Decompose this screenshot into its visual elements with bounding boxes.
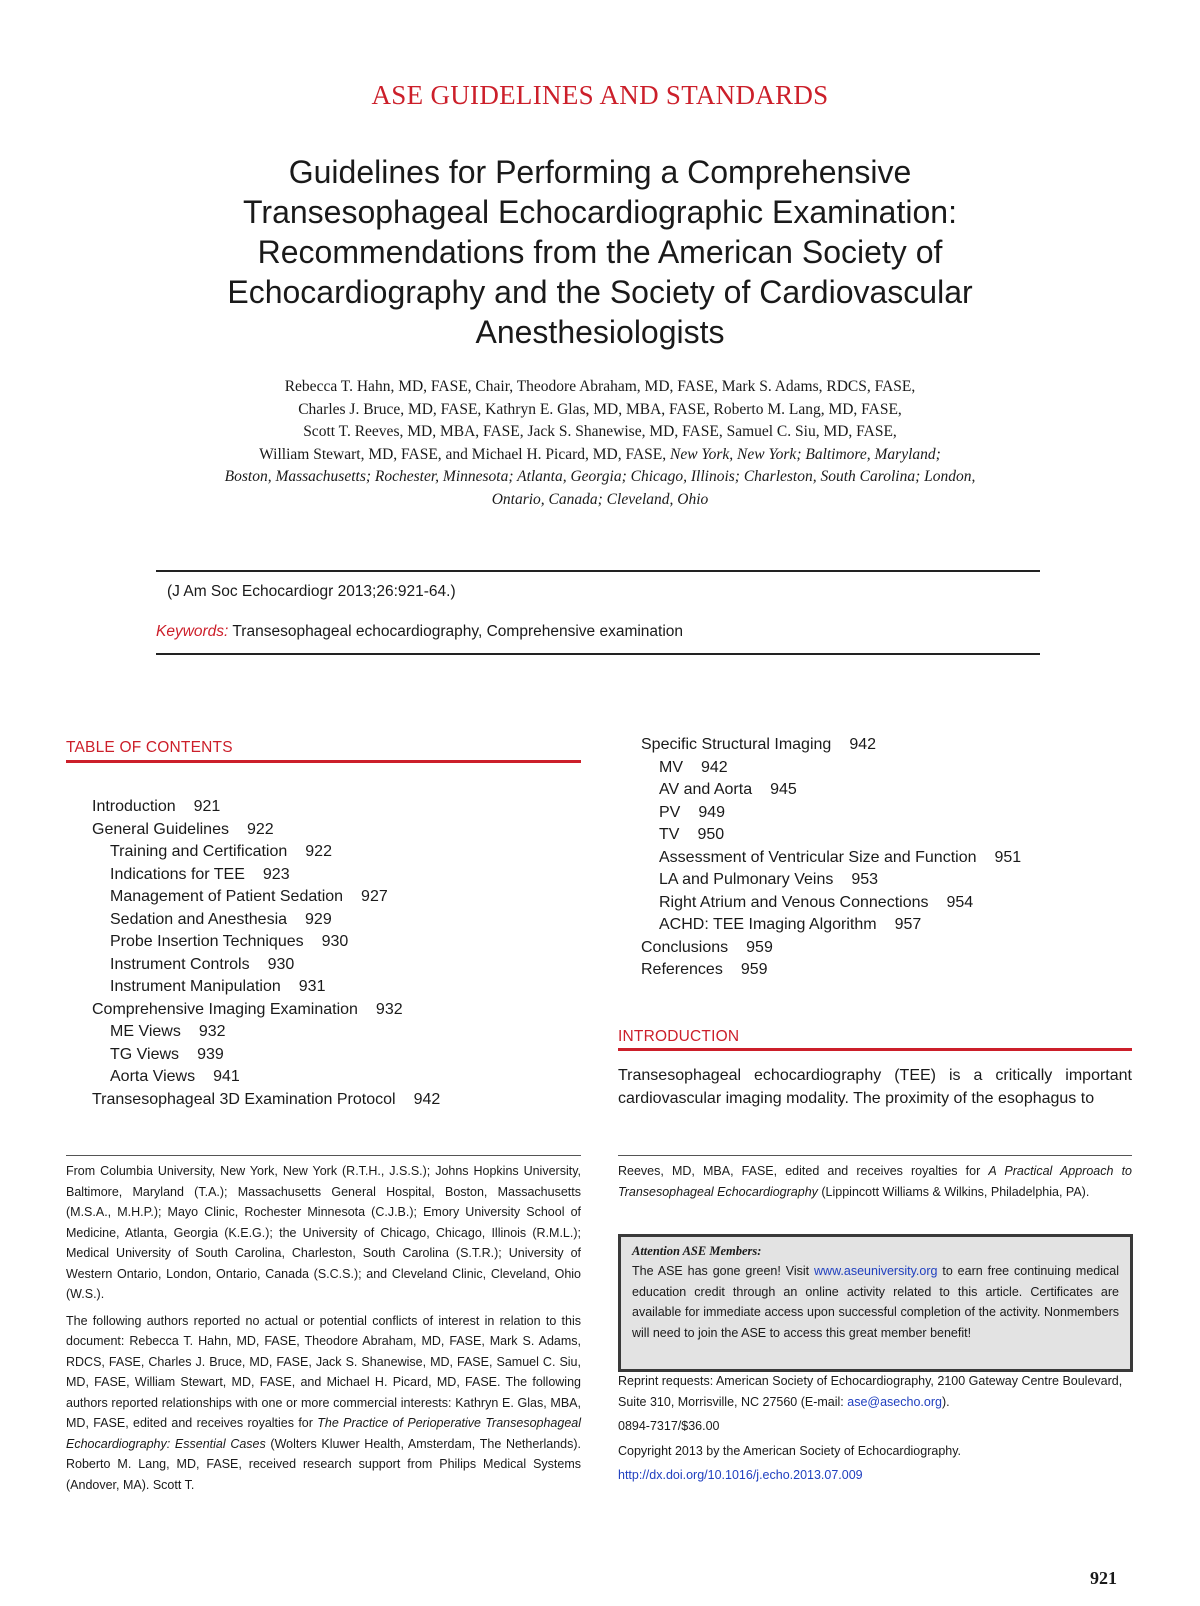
toc-entry[interactable] — [641, 937, 1021, 960]
aseuniversity-link[interactable]: www.aseuniversity.org — [814, 1264, 938, 1278]
toc-entry[interactable] — [641, 734, 1021, 757]
reprint-text: ). — [941, 1394, 950, 1409]
keywords-text: Transesophageal echocardiography, Comprehensive examination — [232, 623, 684, 640]
author-line: Rebecca T. Hahn, MD, FASE, Chair, Theodore Abraham, MD, FASE, Mark S. Adams, RDCS, FASE, — [284, 378, 916, 395]
footnotes-left — [66, 1161, 581, 1501]
toc-entry[interactable] — [641, 892, 1021, 915]
toc-entry-title: LA and Pulmonary Veins — [659, 871, 834, 888]
toc-entry[interactable] — [92, 886, 440, 909]
toc-entry[interactable] — [92, 841, 440, 864]
toc-entry[interactable] — [92, 1021, 440, 1044]
disclosure-text: The following authors reported no actual or potential conflicts of interest in relation to this document: Rebecca T. Hahn, MD, FASE, Theodore Abraham, MD, FASE, Mark S. Adams, RDCS, FASE, Charles J. Bruce, MD, FASE, Jack S. Shanewise, MD, FASE, Samuel C. Siu, MD, FASE, William Stewart, MD, FASE, and Michael H. Picard, MD, FASE. The following authors reported relationships with one or more commercial interests: Kathryn E. Glas, MBA, MD, FASE, edited and receives royalties for — [66, 1313, 581, 1430]
toc-entry-page: 927 — [361, 888, 388, 905]
toc-entry[interactable] — [641, 914, 1021, 937]
toc-entry-page: 922 — [305, 843, 332, 860]
toc-entry[interactable] — [641, 779, 1021, 802]
toc-entry-page: 957 — [894, 916, 922, 933]
toc-entry-title: AV and Aorta — [659, 781, 753, 798]
toc-entry-title: Sedation and Anesthesia — [110, 910, 288, 928]
toc-entry[interactable] — [92, 796, 440, 819]
toc-entry[interactable] — [92, 1044, 440, 1067]
article-title — [120, 152, 1080, 352]
toc-entry-title: Management of Patient Sedation — [110, 888, 344, 905]
toc-entry-title: Transesophageal 3D Examination Protocol — [92, 1090, 396, 1108]
toc-entry-page: 930 — [321, 933, 349, 950]
section-tag: ASE GUIDELINES AND STANDARDS — [371, 80, 829, 110]
toc-entry-title: Right Atrium and Venous Connections — [659, 893, 929, 911]
toc-heading: TABLE OF CONTENTS — [66, 739, 233, 756]
toc-entry-page: 950 — [697, 826, 725, 843]
toc-entry-page: 949 — [698, 803, 726, 821]
author-locations-line: Ontario, Canada; Cleveland, Ohio — [491, 490, 709, 508]
toc-entry-title: Specific Structural Imaging — [641, 736, 832, 753]
toc-entry-title: Instrument Controls — [110, 955, 250, 973]
ase-members-box — [618, 1234, 1133, 1372]
affiliations-footnote: From Columbia University, New York, New York (R.T.H., J.S.S.); Johns Hopkins University, Baltimore, Maryland (T.A.); Massachusetts General Hospital, Boston, Massachusetts (M.S.A., M.H.P.); Mayo Clinic, Rochester Minnesota (C.J.B.); Emory University School of Medicine, Atlanta, Georgia (K.E.G.); the University of Chicago, Chicago, Illinois (R.M.L.); Medical University of South Carolina, Charleston, South Carolina (S.T.R.); University of Western Ontario, London, Ontario, Canada (S.C.S.); and Cleveland Clinic, Cleveland, Ohio (W.S.). — [66, 1164, 581, 1301]
reprint-text: Reprint requests: American Society of Echocardiography, 2100 Gateway Centre Boulevard, Suite 310, Morrisville, NC 27560 (E-mail: — [618, 1374, 1123, 1409]
toc-entry-title: Conclusions — [641, 938, 729, 956]
toc-entry-title: Training and Certification — [110, 843, 288, 860]
author-line — [130, 444, 1070, 467]
toc-entry-page: 954 — [946, 893, 974, 911]
toc-entry[interactable] — [641, 802, 1021, 825]
header-rule-top — [156, 570, 1040, 572]
toc-entry-page: 942 — [701, 758, 728, 776]
doi-link[interactable]: http://dx.doi.org/10.1016/j.echo.2013.07.009 — [618, 1468, 863, 1482]
toc-entry[interactable] — [92, 976, 440, 999]
toc-entry-page: 931 — [298, 978, 326, 995]
disclosure-footnote — [66, 1311, 581, 1496]
toc-heading-rule — [66, 760, 581, 763]
toc-entry-title: Indications for TEE — [110, 865, 245, 883]
toc-entry-title: TV — [659, 826, 680, 843]
author-list — [130, 376, 1070, 511]
toc-entry-title: References — [641, 961, 723, 978]
author-line: Scott T. Reeves, MD, MBA, FASE, Jack S. Shanewise, MD, FASE, Samuel C. Siu, MD, FASE, — [303, 423, 897, 440]
toc-entry[interactable] — [641, 959, 1021, 982]
title-line: Guidelines for Performing a Comprehensive — [288, 154, 912, 190]
toc-entry-title: Aorta Views — [110, 1068, 196, 1085]
keywords-label: Keywords: — [156, 623, 229, 640]
toc-entry-page: 932 — [375, 1000, 403, 1018]
toc-entry[interactable] — [92, 931, 440, 954]
issn: 0894-7317/$36.00 — [618, 1419, 720, 1433]
toc-entry[interactable] — [92, 819, 440, 842]
reprint-info — [618, 1371, 1132, 1490]
toc-entry[interactable] — [92, 909, 440, 932]
book-title: The Practice of Perioperative Transesophageal Echocardiography: Essential Cases — [66, 1416, 582, 1451]
toc-entry[interactable] — [641, 824, 1021, 847]
toc-entry-page: 942 — [413, 1090, 441, 1108]
author-places: New York, New York; Baltimore, Maryland; — [669, 445, 941, 463]
toc-entry-page: 951 — [994, 848, 1022, 866]
author-names-tail: William Stewart, MD, FASE, and Michael H. Picard, MD, FASE, — [259, 445, 667, 463]
toc-entry-title: Assessment of Ventricular Size and Function — [659, 848, 977, 866]
ase-box-body — [632, 1261, 1119, 1343]
toc-entry-page: 932 — [198, 1023, 226, 1040]
toc-entry-title: MV — [659, 758, 683, 776]
disclosure-text: (Lippincott Williams & Wilkins, Philadelphia, PA). — [817, 1184, 1090, 1199]
keywords — [156, 623, 683, 641]
toc-entry[interactable] — [641, 869, 1021, 892]
toc-entry-page: 942 — [849, 736, 877, 753]
toc-left-column — [92, 796, 440, 1111]
toc-entry-page: 923 — [262, 865, 290, 883]
author-line: Charles J. Bruce, MD, FASE, Kathryn E. Glas, MD, MBA, FASE, Roberto M. Lang, MD, FASE, — [298, 400, 902, 418]
toc-entry-page: 930 — [267, 955, 295, 973]
toc-entry-title: Instrument Manipulation — [110, 978, 281, 995]
toc-entry-page: 921 — [193, 798, 221, 815]
toc-right-column — [641, 734, 1021, 982]
author-locations-line: Boston, Massachusetts; Rochester, Minnesota; Atlanta, Georgia; Chicago, Illinois; Charleston, South Carolina; London, — [224, 468, 976, 485]
toc-entry-title: PV — [659, 803, 681, 821]
footnote-rule-left — [66, 1155, 581, 1156]
toc-entry-title: ME Views — [110, 1023, 181, 1040]
disclosure-continued — [618, 1161, 1132, 1202]
toc-entry-page: 929 — [305, 910, 332, 928]
toc-entry-page: 959 — [740, 961, 768, 978]
toc-entry[interactable] — [92, 864, 440, 887]
toc-entry-title: TG Views — [110, 1045, 180, 1063]
book-title: A Practical Approach to Transesophageal Echocardiography — [618, 1164, 1132, 1199]
ase-box-heading: Attention ASE Members: — [632, 1244, 762, 1258]
page-number: 921 — [1090, 1568, 1117, 1588]
footnote-rule-right — [618, 1155, 1132, 1156]
toc-entry[interactable] — [641, 847, 1021, 870]
toc-entry-page: 959 — [746, 938, 773, 956]
toc-entry-title: General Guidelines — [92, 820, 229, 838]
title-line: Anesthesiologists — [475, 314, 725, 350]
toc-entry-page: 953 — [851, 871, 879, 888]
reprint-requests — [618, 1371, 1132, 1412]
journal-citation: (J Am Soc Echocardiogr 2013;26:921-64.) — [167, 583, 456, 600]
disclosure-text: (Wolters Kluwer Health, Amsterdam, The Netherlands). Roberto M. Lang, MD, FASE, received research support from Philips Medical Systems (Andover, MA). Scott T. — [66, 1436, 581, 1492]
toc-entry[interactable] — [92, 999, 440, 1022]
toc-entry-page: 945 — [770, 781, 797, 798]
disclosure-text: Reeves, MD, MBA, FASE, edited and receives royalties for — [618, 1164, 989, 1178]
toc-entry[interactable] — [92, 1089, 440, 1112]
toc-entry[interactable] — [92, 954, 440, 977]
footnotes-right — [618, 1161, 1132, 1208]
toc-entry-page: 922 — [246, 820, 274, 838]
introduction-heading: INTRODUCTION — [618, 1028, 740, 1045]
title-line: Echocardiography and the Society of Cardiovascular — [227, 274, 973, 310]
toc-entry-page: 939 — [197, 1045, 224, 1063]
introduction-heading-rule — [618, 1048, 1132, 1051]
email-link[interactable]: ase@asecho.org — [847, 1394, 942, 1409]
introduction-text: Transesophageal echocardiography (TEE) is a critically important cardiovascular imaging modality. The proximity of the esophagus to — [618, 1067, 1132, 1107]
toc-entry-title: Introduction — [92, 798, 176, 815]
toc-entry-page: 941 — [213, 1068, 240, 1085]
toc-entry-title: Comprehensive Imaging Examination — [92, 1000, 358, 1018]
toc-entry-title: ACHD: TEE Imaging Algorithm — [659, 916, 877, 933]
copyright: Copyright 2013 by the American Society of Echocardiography. — [618, 1443, 962, 1458]
toc-entry[interactable] — [92, 1066, 440, 1089]
toc-entry-title: Probe Insertion Techniques — [110, 933, 304, 950]
ase-box-text: to earn free continuing medical education credit through an online activity related to this article. Certificates are available for immediate access upon successful completion of the activity. Nonmembers will need to join the ASE to access this great member benefit! — [632, 1264, 1119, 1340]
title-line: Transesophageal Echocardiographic Examination: — [243, 194, 957, 230]
toc-entry[interactable] — [641, 757, 1021, 780]
title-line: Recommendations from the American Society of — [257, 234, 943, 270]
ase-box-text: The ASE has gone green! Visit — [632, 1264, 815, 1278]
header-rule-bottom — [156, 653, 1040, 655]
